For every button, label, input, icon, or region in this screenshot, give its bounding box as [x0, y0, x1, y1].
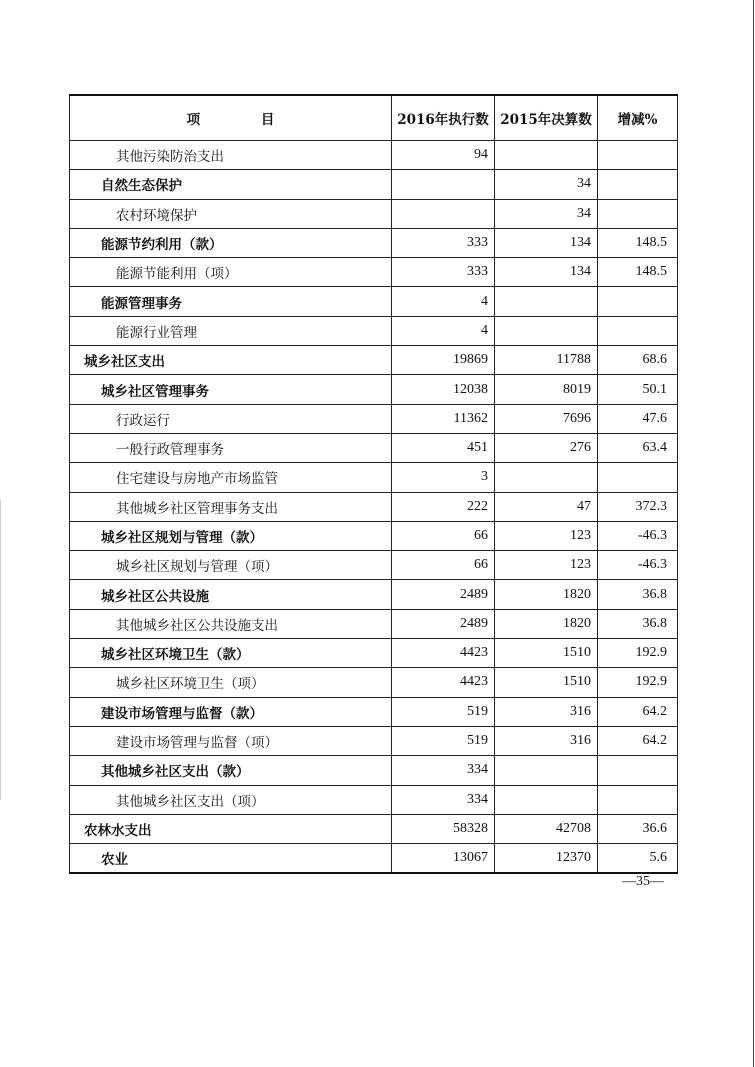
row-2015-value: 316	[495, 726, 598, 755]
table-header-row	[70, 95, 678, 141]
row-2016-value	[392, 170, 495, 199]
row-change-percent: 64.2	[598, 726, 678, 755]
row-item-name: 城乡社区支出	[70, 346, 392, 375]
row-2015-value: 1510	[495, 668, 598, 697]
table-row	[70, 668, 678, 697]
row-item-name: 建设市场管理与监督（项）	[70, 726, 392, 755]
row-2016-value: 334	[392, 785, 495, 814]
row-change-percent	[598, 287, 678, 316]
row-change-percent	[598, 463, 678, 492]
row-change-percent: 50.1	[598, 375, 678, 404]
table-row	[70, 258, 678, 287]
row-change-percent: 36.8	[598, 609, 678, 638]
row-item-name: 其他城乡社区支出（款）	[70, 756, 392, 785]
row-2016-value: 333	[392, 228, 495, 257]
row-item-name: 一般行政管理事务	[70, 433, 392, 462]
row-2016-value: 3	[392, 463, 495, 492]
row-2016-value: 2489	[392, 580, 495, 609]
row-2015-value	[495, 756, 598, 785]
row-2015-value: 42708	[495, 814, 598, 843]
row-2016-value	[392, 199, 495, 228]
row-2015-value: 134	[495, 258, 598, 287]
row-change-percent	[598, 170, 678, 199]
header-change-percent: 增减%	[598, 95, 678, 141]
row-item-name: 农村环境保护	[70, 199, 392, 228]
row-2015-value	[495, 287, 598, 316]
row-2015-value: 1820	[495, 609, 598, 638]
row-item-name: 城乡社区规划与管理（项）	[70, 551, 392, 580]
row-change-percent: 372.3	[598, 492, 678, 521]
row-2015-value: 11788	[495, 346, 598, 375]
row-item-name: 农林水支出	[70, 814, 392, 843]
row-2015-value	[495, 463, 598, 492]
row-change-percent: 36.6	[598, 814, 678, 843]
row-2016-value: 4423	[392, 639, 495, 668]
row-2015-value: 1820	[495, 580, 598, 609]
row-2015-value: 12370	[495, 844, 598, 874]
row-change-percent	[598, 756, 678, 785]
row-2016-value: 4	[392, 287, 495, 316]
table-row	[70, 141, 678, 170]
row-item-name: 自然生态保护	[70, 170, 392, 199]
header-2016-actual: 2016年执行数	[392, 95, 495, 141]
table-body	[70, 141, 678, 874]
row-change-percent	[598, 199, 678, 228]
row-2016-value: 58328	[392, 814, 495, 843]
row-2016-value: 11362	[392, 404, 495, 433]
row-2016-value: 13067	[392, 844, 495, 874]
row-change-percent: 148.5	[598, 228, 678, 257]
row-change-percent: -46.3	[598, 521, 678, 550]
row-2015-value: 47	[495, 492, 598, 521]
row-2015-value: 123	[495, 551, 598, 580]
row-change-percent	[598, 785, 678, 814]
row-2016-value: 66	[392, 551, 495, 580]
row-change-percent: 63.4	[598, 433, 678, 462]
row-2015-value	[495, 785, 598, 814]
row-2016-value: 94	[392, 141, 495, 170]
table-row	[70, 199, 678, 228]
row-item-name: 城乡社区环境卫生（项）	[70, 668, 392, 697]
row-2015-value: 123	[495, 521, 598, 550]
row-2015-value: 316	[495, 697, 598, 726]
table-row	[70, 375, 678, 404]
table-row	[70, 580, 678, 609]
row-item-name: 其他污染防治支出	[70, 141, 392, 170]
row-item-name: 住宅建设与房地产市场监管	[70, 463, 392, 492]
row-item-name: 农业	[70, 844, 392, 874]
row-2015-value: 1510	[495, 639, 598, 668]
row-item-name: 其他城乡社区管理事务支出	[70, 492, 392, 521]
row-2016-value: 334	[392, 756, 495, 785]
row-2015-value: 34	[495, 170, 598, 199]
row-change-percent: 68.6	[598, 346, 678, 375]
scan-edge-right	[753, 0, 754, 1067]
row-2016-value: 12038	[392, 375, 495, 404]
table-row	[70, 639, 678, 668]
table-row	[70, 492, 678, 521]
row-item-name: 能源管理事务	[70, 287, 392, 316]
table-row	[70, 814, 678, 843]
row-2015-value: 34	[495, 199, 598, 228]
row-2016-value: 451	[392, 433, 495, 462]
table-row	[70, 609, 678, 638]
table-row	[70, 346, 678, 375]
row-2015-value: 276	[495, 433, 598, 462]
table-row	[70, 697, 678, 726]
row-item-name: 建设市场管理与监督（款）	[70, 697, 392, 726]
row-item-name: 能源节能利用（项）	[70, 258, 392, 287]
table-row	[70, 785, 678, 814]
row-change-percent: 36.8	[598, 580, 678, 609]
page-number: —35—	[622, 874, 664, 889]
table-row	[70, 551, 678, 580]
row-item-name: 能源节约利用（款）	[70, 228, 392, 257]
row-2016-value: 4	[392, 316, 495, 345]
table-row	[70, 726, 678, 755]
header-2015-final: 2015年决算数	[495, 95, 598, 141]
row-item-name: 能源行业管理	[70, 316, 392, 345]
table-row	[70, 433, 678, 462]
row-change-percent: 47.6	[598, 404, 678, 433]
row-change-percent: -46.3	[598, 551, 678, 580]
row-2016-value: 519	[392, 697, 495, 726]
row-change-percent: 64.2	[598, 697, 678, 726]
row-change-percent: 148.5	[598, 258, 678, 287]
table-row	[70, 404, 678, 433]
row-2016-value: 519	[392, 726, 495, 755]
row-2015-value	[495, 141, 598, 170]
row-2016-value: 66	[392, 521, 495, 550]
row-2016-value: 2489	[392, 609, 495, 638]
scan-edge-left	[0, 500, 1, 800]
row-item-name: 其他城乡社区公共设施支出	[70, 609, 392, 638]
row-item-name: 行政运行	[70, 404, 392, 433]
row-2015-value: 134	[495, 228, 598, 257]
row-item-name: 城乡社区环境卫生（款）	[70, 639, 392, 668]
row-change-percent: 5.6	[598, 844, 678, 874]
row-item-name: 城乡社区公共设施	[70, 580, 392, 609]
row-change-percent: 192.9	[598, 668, 678, 697]
row-change-percent	[598, 141, 678, 170]
row-2015-value: 7696	[495, 404, 598, 433]
table-row	[70, 463, 678, 492]
row-2015-value: 8019	[495, 375, 598, 404]
row-change-percent: 192.9	[598, 639, 678, 668]
table-row	[70, 170, 678, 199]
table-row	[70, 228, 678, 257]
table-row	[70, 287, 678, 316]
table-row	[70, 756, 678, 785]
header-item: 项 目	[70, 95, 392, 141]
row-item-name: 城乡社区规划与管理（款）	[70, 521, 392, 550]
row-2016-value: 222	[392, 492, 495, 521]
row-2016-value: 19869	[392, 346, 495, 375]
row-2016-value: 4423	[392, 668, 495, 697]
row-change-percent	[598, 316, 678, 345]
row-2016-value: 333	[392, 258, 495, 287]
table-row	[70, 844, 678, 874]
table-row	[70, 521, 678, 550]
row-2015-value	[495, 316, 598, 345]
row-item-name: 其他城乡社区支出（项）	[70, 785, 392, 814]
budget-table	[69, 94, 678, 874]
row-item-name: 城乡社区管理事务	[70, 375, 392, 404]
table-row	[70, 316, 678, 345]
